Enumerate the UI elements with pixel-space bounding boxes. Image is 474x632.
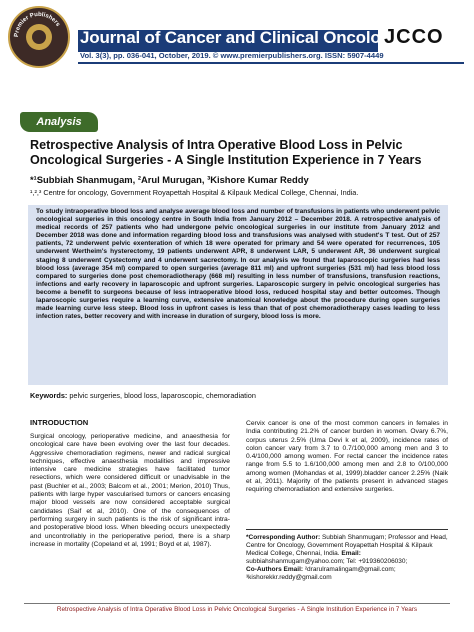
keywords-list: pelvic surgeries, blood loss, laparoscopic, chemoradiation (67, 391, 256, 400)
coauthors-text: ²drarulramalingam@gmail.com; ³kishorekkr.reddy@gmail.com (246, 566, 396, 582)
article-authors: *¹Subbiah Shanmugam, ²Arul Murugan, ³Kishore Kumar Reddy (30, 174, 309, 185)
introduction-left-column: Surgical oncology, perioperative medicine, and anaesthesia for oncological care have been evolving over the last four decades. Aggressive chemoradiation regimens, newer and radical surgical techniques, effective anaesthesia modalities and impressive intensive care medicine strategies have facilitated tumor resections, which were considered difficult or unadvisable in the past (Buchler et al., 2003; Balcom et al., 2001; Merion, 2010) Thus, patients with large hyper vascularised tumors or cancers encasing major blood vessels are now considered acceptable surgical candidates (Saif et al, 2010). One of the consequences of performing surgery in such patients is the risk of significant intra- and postoperative blood loss. When bleeding occurs unexpectedly and uncontrollably in the perioperative period, there is a sharp increase in mortality (Copeland et al, 1991; Boyd et al, 1987). (30, 433, 230, 548)
introduction-heading: INTRODUCTION (30, 418, 89, 427)
corresponding-text: Subbiah Shanmugam; Professor and Head, Centre for Oncology, Government Royapettah Hospital & Kilpauk Medical College, Chennai, India. (246, 534, 448, 558)
article-title: Retrospective Analysis of Intra Operative Blood Loss in Pelvic Oncological Surgeries - A Single Institution Experience in 7 Years (30, 138, 422, 167)
journal-info: Vol. 3(3), pp. 036-041, October, 2019. © www.premierpublishers.org. ISSN: 5907-4449 (80, 51, 384, 60)
abstract-text: To study intraoperative blood loss and analyse average blood loss and number of transfusions in patients who underwent pelvic oncological surgeries in this oncology centre in South India from January 2012 – December 2018. A retrospective analysis of medical records of 257 patients who had undergone pelvic oncological surgeries in our institute from January 2012 and December 2018 was done and information regarding blood loss and transfusions was analysed with student's T test. Out of 257 patients, 72 underwent pelvic exenteration of which 18 were operated for primary and 54 were operated for recurrences, 105 underwent Wertheim's hysterectomy, 19 patients underwent APR, 8 underwent LAR, 5 underwent AR, 36 underwent surgical staging 8 underwent Cystectomy and 4 underwent sacrectomy. In our analysis we found that laparoscopic surgeries had less blood loss (average 354 ml) compared to open surgeries (average 811 ml) and upfront surgeries (531 ml) had less blood loss compared to surgeries done post chemoradiotherapy (668 ml) resulting in less number of transfusions, transfusion reactions, infections and early recovery in laparoscopic and upfront surgeries. Laparoscopic surgery in pelvic oncological surgeries has become a benefit to surgeons because of less intraoperative blood loss, reduced hospital stay and better outcomes. Though laparoscopic surgeries require a learning curve, extensive anatomical knowledge about the procedure during open surgeries made learning curve less steep. Blood loss in upfront cases is less than that of post chemoradiotherapy cases leading to less infection rates, better recovery and with increase in duration of surgery, blood loss is more. (36, 208, 440, 321)
email-text: subbiahshanmugam@yahoo.com; Tel: +919360206030; (246, 558, 408, 566)
article-type-tag: Analysis (20, 112, 98, 132)
corresponding-author-note (246, 529, 448, 583)
running-footer: Retrospective Analysis of Intra Operative Blood Loss in Pelvic Oncological Surgeries - A Single Institution Experience in 7 Years (56, 606, 418, 613)
premier-publishers-seal-icon (8, 6, 70, 68)
journal-acronym: JCCO (384, 26, 444, 48)
keywords-label: Keywords: (30, 391, 68, 400)
author-affiliation: ¹,²,³ Centre for oncology, Government Royapettah Hospital & Kilpauk Medical College, Chennai, India. (30, 188, 359, 197)
journal-header (0, 0, 474, 70)
logo-text: Premier Publishers (13, 11, 61, 38)
header-divider (78, 62, 464, 64)
email-label: Email: (341, 550, 361, 558)
corresponding-label: *Corresponding Author: (246, 534, 321, 541)
footer-divider (24, 603, 450, 604)
coauthors-label: Co-Authors Email: (246, 566, 304, 574)
introduction-right-column: Cervix cancer is one of the most common cancers in females in India contributing 21.2% of cancer burden in women. Ovary 6.7%, corpus uterus 2.5% (Uma Devi k et al, 2009), incidence rates of colon cancer vary from 3.7 to 0.7/100,000 among men and 3 to 0.4/100,000 among women. For rectal cancer the incidence rates range from 5.5 to 1.6/100,000 among men and 2.8 to 0/100,000 among women (Mohandas et al, 1999).bladder cancer 2.25% (Naik et al, 2011). Majority of the patients present in advanced stages requiring chemoradiation and extensive surgeries. (246, 420, 448, 494)
journal-title: Journal of Cancer and Clinical Oncology (80, 28, 400, 47)
keywords (30, 391, 256, 400)
